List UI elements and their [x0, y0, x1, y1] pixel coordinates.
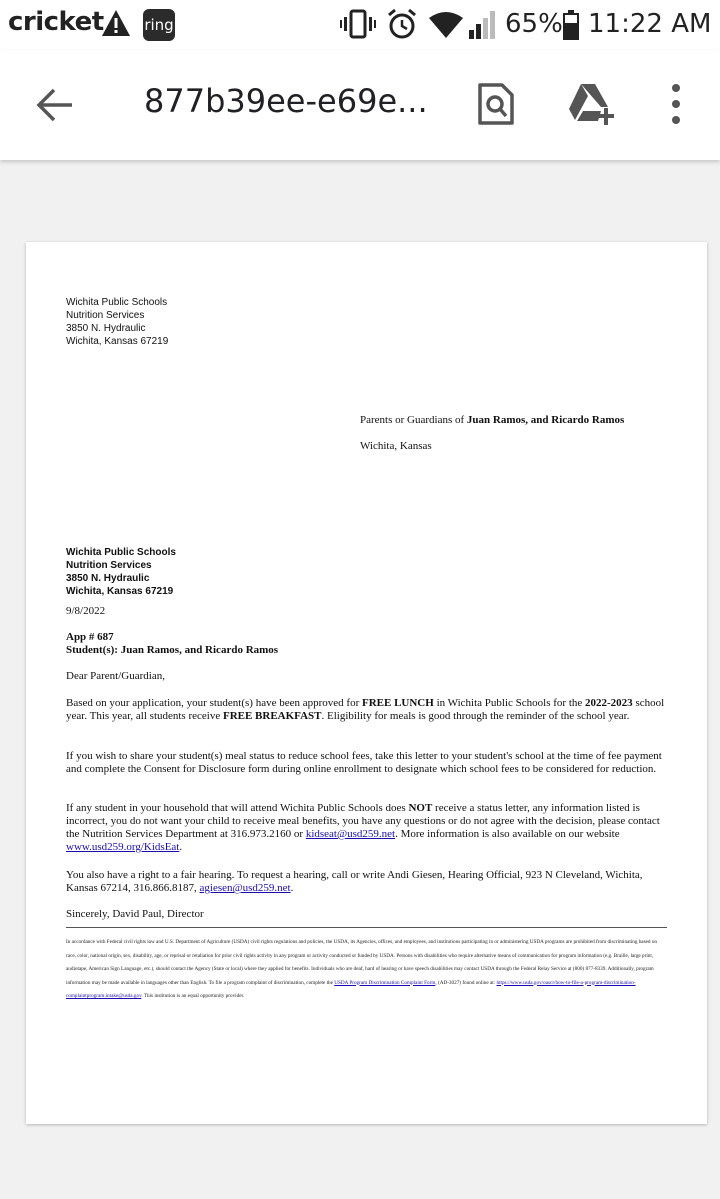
address-line: Nutrition Services [66, 310, 145, 321]
address-line: Wichita, Kansas 67219 [66, 586, 174, 597]
approval-paragraph [66, 697, 666, 723]
carrier-name: cricket [8, 7, 104, 37]
students-label: Student(s): [66, 644, 121, 656]
school-year: 2022-2023 [585, 697, 633, 709]
clock: 11:22 AM [588, 9, 712, 39]
greeting: Dear Parent/Guardian, [66, 670, 165, 682]
fee-paragraph: If you wish to share your student(s) meal status to reduce school fees, take this letter to your student's school at the time of fee payment and complete the Consent for Disclosure form during online enrollment to designate which school fees to be considered for reduction. [66, 750, 662, 775]
recipient-prefix: Parents or Guardians of [360, 414, 467, 426]
header-address [66, 546, 176, 598]
hearing-paragraph [66, 869, 666, 895]
recipient-city: Wichita, Kansas [360, 440, 432, 452]
find-in-page-icon[interactable] [476, 83, 516, 125]
usda-url-link[interactable]: https://www.usda.gov/oascr/how-to-file-a-program-discrimination-complaint [66, 979, 636, 999]
text: , (AD-3027) found online at: [435, 979, 497, 986]
text: In accordance with Federal civil rights law and U.S. Department of Agriculture (USDA) civil rights regulations and policies, the USDA, its Agencies, offices, and employees, and institutions participating in or administering USDA programs are prohibited from discriminating based on race, color, national origin, sex, disability, age, or reprisal or retaliation for prior civil rights activity in any program or activity conducted or funded by USDA. Persons with disabilities who require alternative means of communication for program information (e.g. Braille, large print, audiotape, American Sign Language, etc.), should contact the Agency (State or local) where they applied for benefits. Individuals who are deaf, hard of hearing or have speech disabilities may contact USDA through the Federal Relay Service at (800) 877-8339. Additionally, program information may be made available in languages other than English. To file a program complaint of discrimination, complete the [66, 939, 658, 986]
free-lunch: FREE LUNCH [362, 697, 434, 709]
kidseat-email-link[interactable]: kidseat@usd259.net [305, 828, 396, 840]
vibrate-icon [340, 9, 376, 39]
nondiscrimination-statement [66, 936, 667, 1004]
battery-percent: 65% [505, 9, 563, 39]
sender-address [66, 296, 168, 348]
warning-icon [101, 9, 131, 37]
usda-email-link[interactable]: program.intake@usda.gov [86, 993, 142, 999]
address-line: Wichita Public Schools [66, 547, 176, 558]
text: . This institution is an equal opportunity provider. [141, 993, 245, 999]
text: . [179, 841, 183, 853]
address-line: Wichita Public Schools [66, 297, 168, 308]
text: in Wichita Public Schools for the [433, 697, 586, 709]
address-line: Wichita, Kansas 67219 [66, 336, 169, 347]
signal-icon [468, 10, 498, 40]
complaint-form-link[interactable]: USDA Program Discrimination Complaint Form [334, 979, 436, 986]
text: Based on your application, your student(s) have been approved for [66, 697, 362, 709]
app-number: App # 687 [66, 631, 114, 643]
document-title: 877b39ee-e69e... [144, 82, 428, 120]
back-arrow-icon[interactable] [36, 88, 74, 122]
address-line: 3850 N. Hydraulic [66, 323, 146, 334]
recipient [360, 414, 624, 427]
signature: Sincerely, David Paul, Director [66, 908, 204, 920]
pdf-page [26, 242, 707, 1124]
website-link[interactable]: www.usd259.org/KidsEat [66, 841, 180, 853]
text: If any student in your household that will attend Wichita Public Schools does [66, 802, 409, 814]
divider [66, 927, 667, 928]
not-emphasis: NOT [408, 802, 433, 814]
wifi-icon [428, 10, 464, 40]
contact-paragraph [66, 802, 666, 854]
ring-app-icon: ring [143, 9, 175, 41]
battery-icon [563, 10, 579, 40]
text: school year. This year, all students receive [66, 697, 665, 722]
text: . Eligibility for meals is good through the reminder of the school year. [321, 710, 630, 722]
alarm-icon [386, 8, 418, 40]
status-bar [0, 0, 720, 50]
more-vert-icon[interactable] [664, 83, 688, 125]
text: receive a status letter, any information listed is incorrect, you do not want your child to receive meal benefits, you have any questions or do not agree with the decision, please contact the Nutrition Services Department at 316.973.2160 or [66, 802, 660, 840]
text: . [290, 882, 294, 894]
text: You also have a right to a fair hearing. To request a hearing, call or write Andi Giesen, Hearing Official, 923 N Cleveland, Wichita, Kansas 67214, 316.866.8187, [66, 869, 643, 894]
students-names: Juan Ramos, and Ricardo Ramos [120, 644, 279, 656]
recipient-names: Juan Ramos, and Ricardo Ramos [466, 414, 625, 426]
app-bar [0, 50, 720, 160]
address-line: 3850 N. Hydraulic [66, 573, 150, 584]
free-breakfast: FREE BREAKFAST [222, 710, 322, 722]
letter-date: 9/8/2022 [66, 605, 106, 617]
application-info [66, 631, 278, 657]
text: . More information is also available on our website [395, 828, 620, 840]
add-to-drive-icon[interactable] [568, 83, 618, 125]
students-line [66, 644, 278, 657]
agiesen-email-link[interactable]: agiesen@usd259.net [199, 882, 291, 894]
address-line: Nutrition Services [66, 560, 152, 571]
